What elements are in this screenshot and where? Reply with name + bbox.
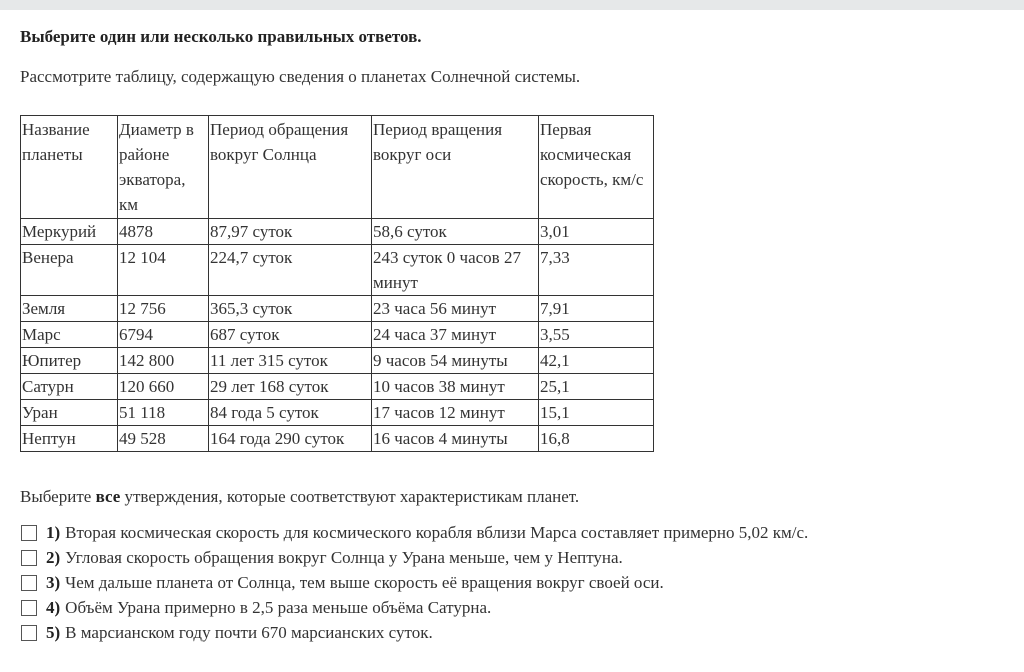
option-number: 3) — [46, 572, 61, 592]
option-text: Угловая скорость обращения вокруг Солнца у Урана меньше, чем у Нептуна. — [65, 547, 623, 567]
option-text: Вторая космическая скорость для космического корабля вблизи Марса составляет примерно 5,02 км/с. — [65, 522, 809, 542]
cell-diameter: 12 104 — [118, 245, 209, 296]
cell-rotation-period: 16 часов 4 минуты — [372, 426, 539, 452]
answer-option-2[interactable] — [21, 545, 808, 570]
header-first-cosmic-velocity: Первая космическая скорость, км/с — [539, 116, 654, 219]
table-row — [21, 426, 654, 452]
answer-options — [21, 520, 808, 645]
cell-diameter: 142 800 — [118, 348, 209, 374]
cell-velocity: 3,55 — [539, 322, 654, 348]
cell-diameter: 120 660 — [118, 374, 209, 400]
cell-planet: Нептун — [21, 426, 118, 452]
cell-planet: Меркурий — [21, 219, 118, 245]
cell-velocity: 3,01 — [539, 219, 654, 245]
select-all-prompt — [20, 487, 579, 507]
cell-orbital-period: 164 года 290 суток — [209, 426, 372, 452]
cell-planet: Венера — [21, 245, 118, 296]
table-row — [21, 400, 654, 426]
header-orbital-period: Период обращения вокруг Солнца — [209, 116, 372, 219]
option-text: Объём Урана примерно в 2,5 раза меньше объёма Сатурна. — [65, 597, 492, 617]
cell-rotation-period: 24 часа 37 минут — [372, 322, 539, 348]
cell-orbital-period: 11 лет 315 суток — [209, 348, 372, 374]
answer-checkbox-5[interactable] — [21, 625, 37, 641]
option-text: Чем дальше планета от Солнца, тем выше скорость её вращения вокруг своей оси. — [65, 572, 664, 592]
cell-rotation-period: 17 часов 12 минут — [372, 400, 539, 426]
cell-planet: Сатурн — [21, 374, 118, 400]
cell-rotation-period: 23 часа 56 минут — [372, 296, 539, 322]
cell-diameter: 49 528 — [118, 426, 209, 452]
cell-planet: Марс — [21, 322, 118, 348]
option-number: 2) — [46, 547, 61, 567]
option-text: В марсианском году почти 670 марсианских суток. — [65, 622, 433, 642]
cell-rotation-period: 9 часов 54 минуты — [372, 348, 539, 374]
answer-checkbox-2[interactable] — [21, 550, 37, 566]
cell-orbital-period: 687 суток — [209, 322, 372, 348]
cell-velocity: 16,8 — [539, 426, 654, 452]
cell-planet: Уран — [21, 400, 118, 426]
cell-orbital-period: 224,7 суток — [209, 245, 372, 296]
table-row — [21, 322, 654, 348]
header-planet-name: Название планеты — [21, 116, 118, 219]
cell-orbital-period: 29 лет 168 суток — [209, 374, 372, 400]
cell-velocity: 7,33 — [539, 245, 654, 296]
cell-rotation-period: 243 суток 0 часов 27 минут — [372, 245, 539, 296]
answer-checkbox-4[interactable] — [21, 600, 37, 616]
cell-rotation-period: 58,6 суток — [372, 219, 539, 245]
answer-option-5[interactable] — [21, 620, 808, 645]
table-row — [21, 296, 654, 322]
cell-diameter: 4878 — [118, 219, 209, 245]
table-row — [21, 348, 654, 374]
table-row — [21, 374, 654, 400]
answer-option-1[interactable] — [21, 520, 808, 545]
planets-table — [20, 115, 654, 452]
cell-diameter: 12 756 — [118, 296, 209, 322]
table-row — [21, 219, 654, 245]
answer-checkbox-3[interactable] — [21, 575, 37, 591]
cell-velocity: 42,1 — [539, 348, 654, 374]
select-emphasis: все — [95, 487, 121, 506]
cell-orbital-period: 84 года 5 суток — [209, 400, 372, 426]
answer-option-4[interactable] — [21, 595, 808, 620]
cell-orbital-period: 87,97 суток — [209, 219, 372, 245]
select-prefix: Выберите — [20, 487, 96, 506]
cell-planet: Земля — [21, 296, 118, 322]
cell-velocity: 7,91 — [539, 296, 654, 322]
header-rotation-period: Период вращения вокруг оси — [372, 116, 539, 219]
cell-rotation-period: 10 часов 38 минут — [372, 374, 539, 400]
cell-diameter: 51 118 — [118, 400, 209, 426]
header-diameter: Диаметр в районе экватора, км — [118, 116, 209, 219]
select-suffix: утверждения, которые соответствуют характеристикам планет. — [120, 487, 580, 506]
table-row — [21, 245, 654, 296]
answer-option-3[interactable] — [21, 570, 808, 595]
cell-planet: Юпитер — [21, 348, 118, 374]
cell-velocity: 15,1 — [539, 400, 654, 426]
answer-checkbox-1[interactable] — [21, 525, 37, 541]
option-number: 4) — [46, 597, 61, 617]
option-number: 5) — [46, 622, 61, 642]
task-prompt: Рассмотрите таблицу, содержащую сведения о планетах Солнечной системы. — [20, 67, 581, 86]
cell-velocity: 25,1 — [539, 374, 654, 400]
top-bar — [0, 0, 1024, 10]
task-instruction: Выберите один или несколько правильных ответов. — [20, 27, 422, 46]
option-number: 1) — [46, 522, 61, 542]
table-header-row — [21, 116, 654, 219]
cell-orbital-period: 365,3 суток — [209, 296, 372, 322]
cell-diameter: 6794 — [118, 322, 209, 348]
